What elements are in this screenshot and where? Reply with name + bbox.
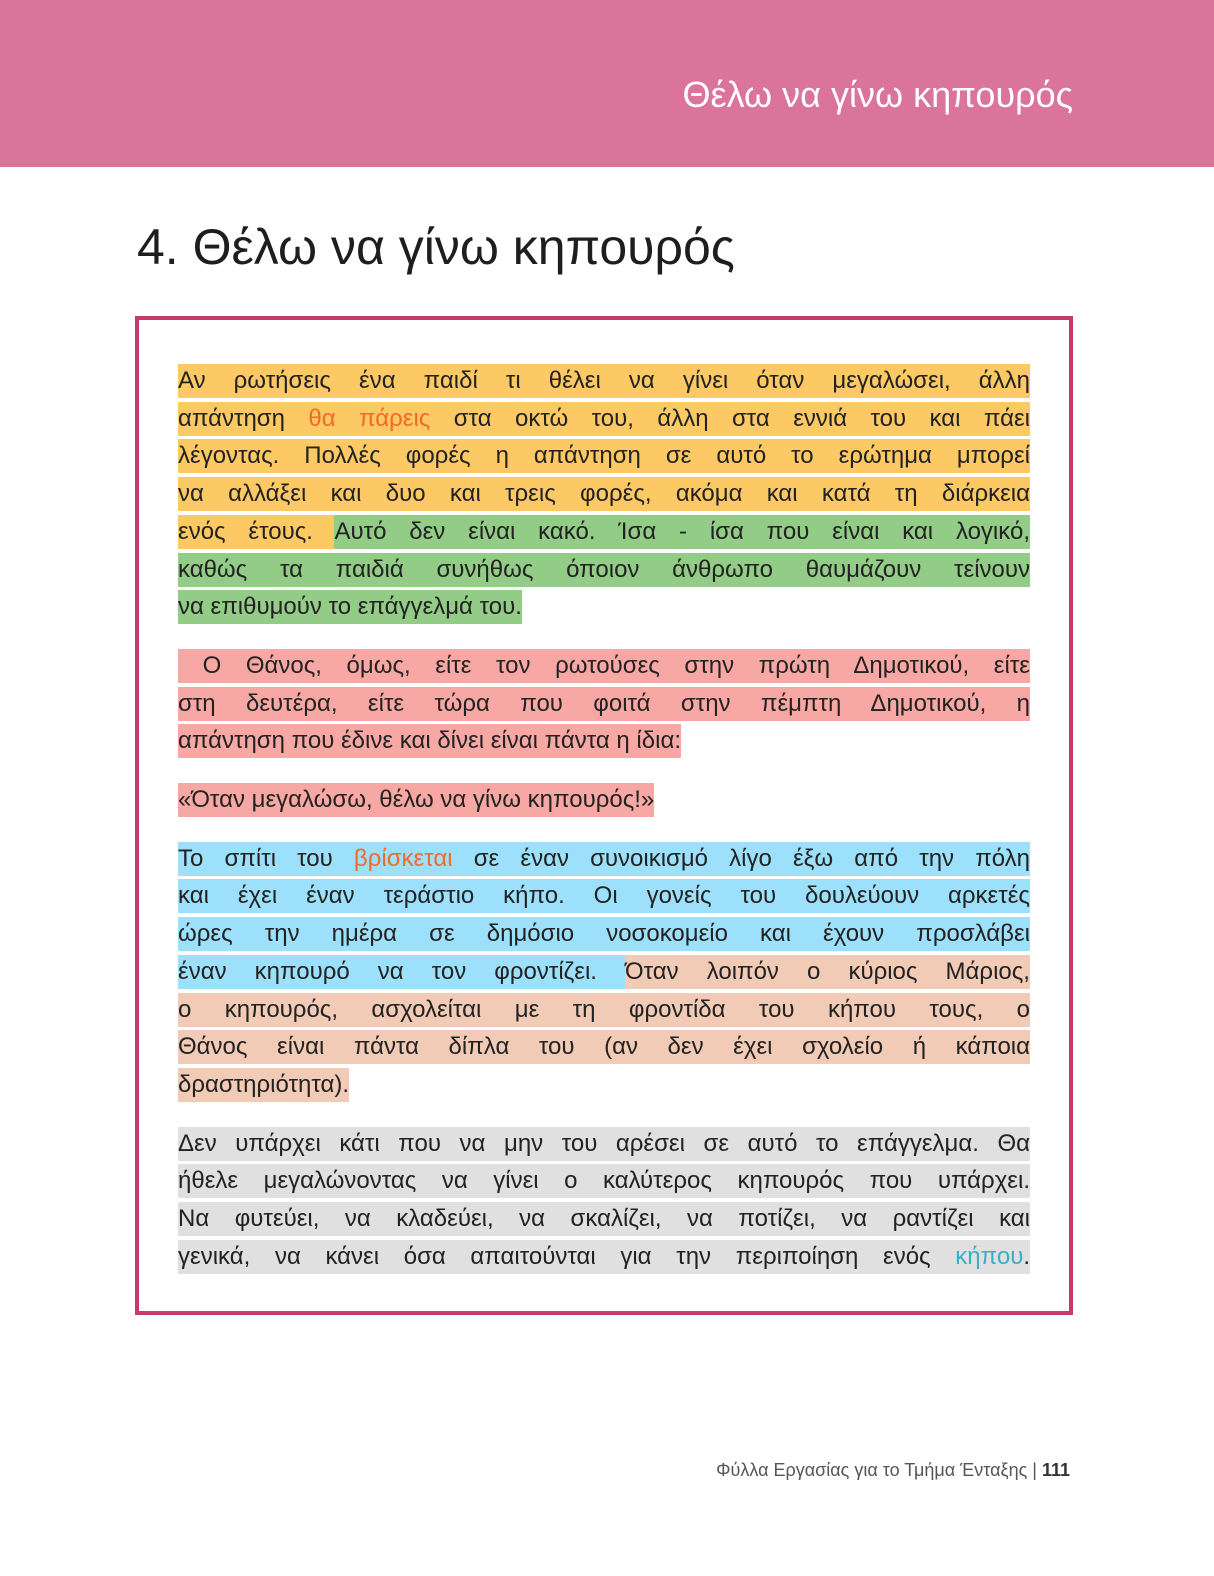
text-segment: ενός έτους. (178, 515, 334, 549)
text-segment: στη δευτέρα, είτε τώρα που φοιτά στην πέμπτη Δημοτικού, η (178, 687, 1030, 721)
paragraph (178, 647, 1030, 760)
text-segment: Αυτό δεν είναι κακό. Ίσα - ίσα που είναι και λογικό, (334, 515, 1030, 549)
text-line (178, 362, 1030, 400)
text-line (178, 840, 1030, 878)
text-line (178, 588, 1030, 626)
paragraph (178, 362, 1030, 626)
text-segment: ώρες την ημέρα σε δημόσιο νοσοκομείο και έχουν προσλάβει (178, 917, 1030, 951)
text-line (178, 722, 1030, 760)
highlighted-word: βρίσκεται (354, 842, 453, 876)
text-line (178, 1162, 1030, 1200)
text-line (178, 437, 1030, 475)
text-segment: Να φυτεύει, να κλαδεύει, να σκαλίζει, να ποτίζει, να ραντίζει και (178, 1202, 1030, 1236)
text-line (178, 1028, 1030, 1066)
page-footer (716, 1460, 1070, 1481)
header-title: Θέλω να γίνω κηπουρός (682, 74, 1073, 115)
paragraph (178, 840, 1030, 1104)
text-segment: Δεν υπάρχει κάτι που να μην του αρέσει σε αυτό το επάγγελμα. Θα (178, 1127, 1030, 1161)
page-number: 111 (1041, 1460, 1070, 1480)
text-segment: Όταν λοιπόν ο κύριος Μάριος, (625, 955, 1030, 989)
text-line (178, 953, 1030, 991)
text-segment: απάντηση που έδινε και δίνει είναι πάντα η ίδια: (178, 724, 681, 758)
text-line (178, 400, 1030, 438)
text-line (178, 915, 1030, 953)
story-text (178, 362, 1030, 1296)
text-segment: και έχει έναν τεράστιο κήπο. Οι γονείς του δουλεύουν αρκετές (178, 879, 1030, 913)
header-bar (0, 0, 1214, 167)
text-line (178, 647, 1030, 685)
text-segment: «Όταν μεγαλώσω, θέλω να γίνω κηπουρός!» (178, 783, 654, 817)
text-line (178, 1200, 1030, 1238)
text-segment: ο κηπουρός, ασχολείται με τη φροντίδα του κήπου τους, ο (178, 993, 1030, 1027)
text-line (178, 551, 1030, 589)
text-segment: . (1023, 1240, 1030, 1274)
text-segment: λέγοντας. Πολλές φορές η απάντηση σε αυτό το ερώτημα μπορεί (178, 439, 1030, 473)
text-segment: Αν ρωτήσεις ένα παιδί τι θέλει να γίνει όταν μεγαλώσει, άλλη (178, 364, 1030, 398)
text-line (178, 1238, 1030, 1276)
text-segment: δραστηριότητα). (178, 1068, 349, 1102)
text-line (178, 991, 1030, 1029)
text-segment: καθώς τα παιδιά συνήθως όποιον άνθρωπο θαυμάζουν τείνουν (178, 553, 1030, 587)
text-segment: Το σπίτι του (178, 842, 354, 876)
text-segment: απάντηση (178, 402, 308, 436)
highlighted-word: κήπου (955, 1240, 1023, 1274)
text-segment: να αλλάξει και δυο και τρεις φορές, ακόμα και κατά τη διάρκεια (178, 477, 1030, 511)
text-line (178, 475, 1030, 513)
text-segment: Ο Θάνος, όμως, είτε τον ρωτούσες στην πρώτη Δημοτικού, είτε (178, 649, 1030, 683)
text-segment: στα οκτώ του, άλλη στα εννιά του και πάει (430, 402, 1030, 436)
text-line (178, 685, 1030, 723)
text-segment: γενικά, να κάνει όσα απαιτούνται για την περιποίηση ενός (178, 1240, 955, 1274)
paragraph (178, 1125, 1030, 1276)
text-segment: σε έναν συνοικισμό λίγο έξω από την πόλη (453, 842, 1030, 876)
text-line (178, 781, 1030, 819)
footer-text: Φύλλα Εργασίας για το Τμήμα Ένταξης | (716, 1460, 1042, 1480)
text-segment: ήθελε μεγαλώνοντας να γίνει ο καλύτερος κηπουρός που υπάρχει. (178, 1164, 1030, 1198)
text-line (178, 1066, 1030, 1104)
page-title: 4. Θέλω να γίνω κηπουρός (137, 219, 735, 275)
highlighted-word: θα πάρεις (308, 402, 430, 436)
text-line (178, 513, 1030, 551)
text-segment: Θάνος είναι πάντα δίπλα του (αν δεν έχει σχολείο ή κάποια (178, 1030, 1030, 1064)
text-line (178, 877, 1030, 915)
paragraph (178, 781, 1030, 819)
text-segment: να επιθυμούν το επάγγελμά του. (178, 590, 522, 624)
text-line (178, 1125, 1030, 1163)
text-segment: έναν κηπουρό να τον φροντίζει. (178, 955, 625, 989)
